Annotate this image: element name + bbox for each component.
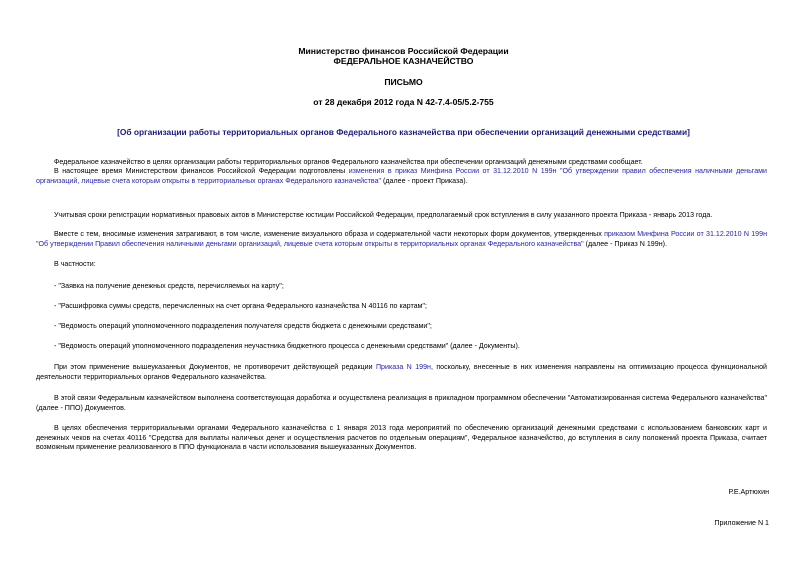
list-item: - "Ведомость операций уполномоченного подразделения неучастника бюджетного процесса с денежными средствами" (далее - Документы). bbox=[54, 342, 520, 350]
paragraph-forms bbox=[36, 230, 767, 249]
draft-order-link[interactable]: изменения в приказ Минфина России от 31.12.2010 N 199н "Об утверждении правил обеспечения наличными деньгами организаций, лицевые счета которым открыты в территориальных органах Федерального казначейства" bbox=[36, 167, 768, 185]
appendix-label: Приложение N 1 bbox=[714, 519, 769, 527]
paragraph-in-particular: В частности: bbox=[54, 260, 96, 268]
signature: Р.Е.Артюхин bbox=[728, 488, 769, 496]
paragraph-draft-order bbox=[36, 167, 767, 186]
list-item: - "Заявка на получение денежных средств, перечисляемых на карту"; bbox=[54, 282, 284, 290]
agency-name: ФЕДЕРАЛЬНОЕ КАЗНАЧЕЙСТВО bbox=[333, 56, 474, 66]
paragraph-application bbox=[36, 363, 767, 382]
order-199n-short-link[interactable]: Приказа N 199н bbox=[375, 363, 431, 371]
paragraph-text: В настоящее время Министерством финансов Российской Федерации подготовлены bbox=[54, 167, 349, 175]
list-item: - "Расшифровка суммы средств, перечисленных на счет органа Федерального казначейства N 40116 по картам"; bbox=[54, 302, 427, 310]
document-number: от 28 декабря 2012 года N 42-7.4-05/5.2-755 bbox=[313, 97, 494, 107]
paragraph-software: В этой связи Федеральным казначейством выполнена соответствующая доработка и осуществлена реализация в прикладном программном обеспечении "Автоматизированная система Федерального казначейства" (далее - ППО) Документов. bbox=[36, 394, 767, 412]
paragraph-text: (далее - Приказ N 199н). bbox=[583, 239, 667, 248]
paragraph-intro: Федеральное казначейство в целях организации работы территориальных органов Федерального казначейства при обеспечении организаций денежными средствами сообщает. bbox=[54, 158, 643, 166]
document-type: ПИСЬМО bbox=[384, 77, 423, 87]
ministry-name: Министерство финансов Российской Федерации bbox=[298, 46, 509, 56]
paragraph-text: При этом применение вышеуказанных Документов, не противоречит действующей редакции bbox=[54, 363, 376, 371]
paragraph-term: Учитывая сроки регистрации нормативных правовых актов в Министерстве юстиции Российской Федерации, предполагаемый срок вступления в силу указанного проекта Приказа - январь 2013 года. bbox=[54, 211, 713, 219]
document-title: [Об организации работы территориальных органов Федерального казначейства при обеспечении организаций денежными средствами] bbox=[117, 127, 690, 137]
list-item: - "Ведомость операций уполномоченного подразделения получателя средств бюджета с денежными средствами"; bbox=[54, 322, 432, 330]
paragraph-text: Вместе с тем, вносимые изменения затрагивают, в том числе, изменение визуального образа и содержательной части некоторых форм документов, утвержденных bbox=[54, 230, 605, 238]
paragraph-text: (далее - проект Приказа). bbox=[381, 176, 468, 185]
paragraph-cards: В целях обеспечения территориальными органами Федерального казначейства с 1 января 2013 года мероприятий по обеспечению организаций денежными средствами с использованием банковских карт и денежных чеков на счетах 40116 "Средства для выплаты наличных денег и осуществления расчетов по отдельным операциям", Федеральное казначейство, до вступления в силу положений проекта Приказа, считает возможным применение реализованного в ППО функционала в части использования вышеуказанных Документов. bbox=[36, 424, 767, 452]
paragraph-text: , поскольку, внесенные в них изменения направлены на оптимизацию процесса функциональной деятельности территориальных органов Федерального казначейства. bbox=[36, 363, 767, 381]
order-199n-link[interactable]: приказом Минфина России от 31.12.2010 N 199н "Об утверждении Правил обеспечения наличными деньгами организаций, лицевые счета которым открыты в территориальных органах Федерального казначейства" bbox=[36, 230, 767, 248]
